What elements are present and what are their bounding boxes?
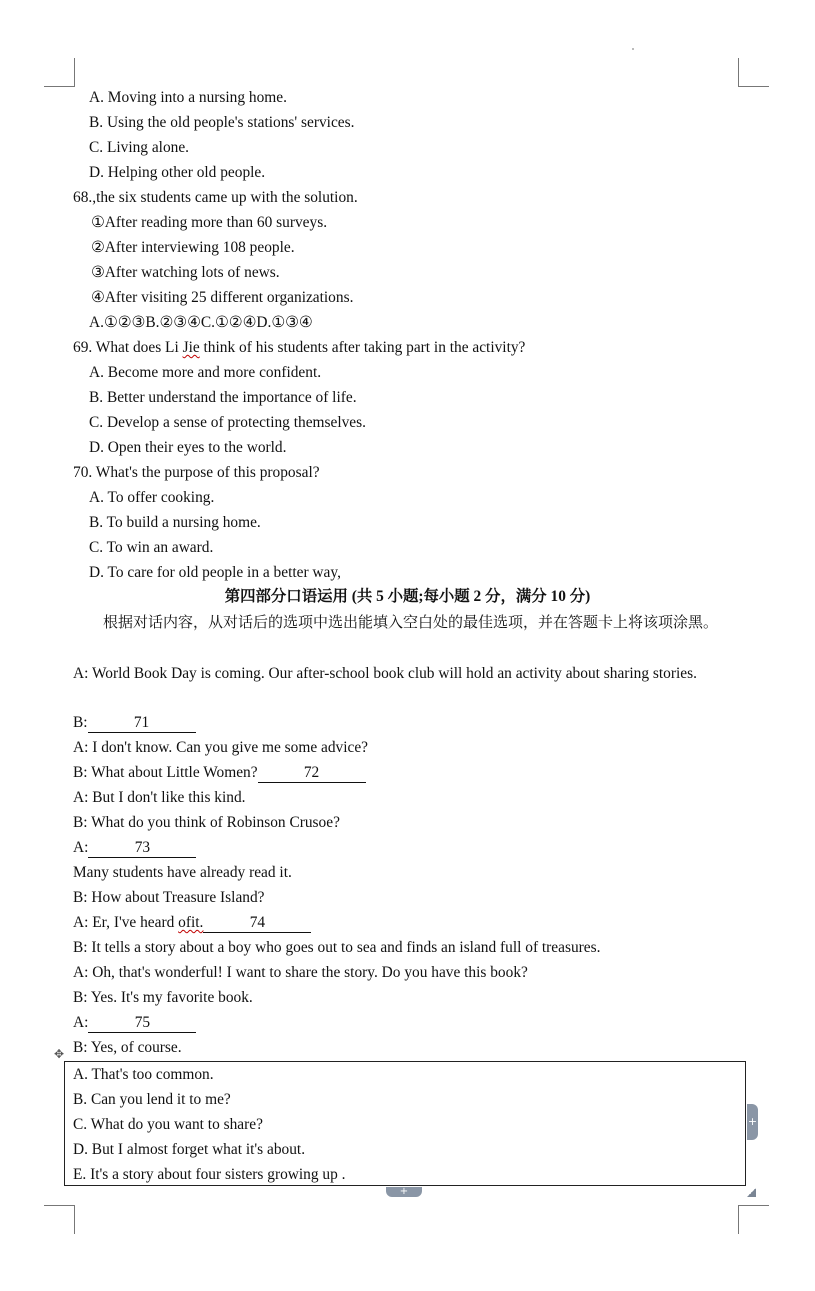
q69-option-b: B. Better understand the importance of life. — [89, 389, 357, 406]
blank-73: 73 — [88, 839, 196, 858]
dialogue-line-1: A: World Book Day is coming. Our after-school book club will hold an activity about sharing stories. — [73, 665, 697, 682]
q70-option-a: A. To offer cooking. — [89, 489, 215, 506]
answer-option-e: E. It's a story about four sisters growing up . — [73, 1166, 346, 1183]
crop-mark-bottom-right — [738, 1205, 769, 1234]
q70-option-b: B. To build a nursing home. — [89, 514, 261, 531]
q67-option-a: A. Moving into a nursing home. — [89, 89, 287, 106]
crop-mark-top-left — [44, 58, 75, 87]
q67-option-d: D. Helping other old people. — [89, 164, 266, 181]
q68-item-4: ④After visiting 25 different organizations. — [91, 289, 354, 306]
dialogue-line-8: Many students have already read it. — [73, 864, 292, 881]
blank-75: 75 — [88, 1014, 196, 1033]
dialogue-line-4-text: B: What about Little Women? — [73, 764, 258, 781]
dialogue-line-3: A: I don't know. Can you give me some advice? — [73, 739, 368, 756]
dialogue-line-10-text: A: Er, I've heard — [73, 914, 179, 931]
dialogue-line-13: B: Yes. It's my favorite book. — [73, 989, 253, 1006]
blank-74: 74 — [203, 914, 311, 933]
section4-title: 第四部分口语运用 (共 5 小题;每小题 2 分，满分 10 分) — [224, 588, 591, 605]
answer-options-box — [64, 1061, 746, 1186]
q70-stem: 70. What's the purpose of this proposal? — [73, 464, 320, 481]
answer-option-c: C. What do you want to share? — [73, 1116, 263, 1133]
dialogue-line-9: B: How about Treasure Island? — [73, 889, 265, 906]
add-row-plus-icon[interactable]: + — [386, 1187, 422, 1197]
table-resize-handle-icon[interactable] — [747, 1188, 756, 1197]
q69-stem-before: 69. What does Li — [73, 339, 183, 356]
section4-instruction: 根据对话内容，从对话后的选项中选出能填入空白处的最佳选项，并在答题卡上将该项涂黑。 — [103, 615, 719, 631]
table-move-handle-icon[interactable]: ✥ — [53, 1047, 65, 1061]
dialogue-line-14 — [73, 1013, 196, 1033]
dialogue-line-12: A: Oh, that's wonderful! I want to share the story. Do you have this book? — [73, 964, 528, 981]
q67-option-c: C. Living alone. — [89, 139, 190, 156]
dialogue-line-10 — [73, 913, 311, 933]
dialogue-line-6: B: What do you think of Robinson Crusoe? — [73, 814, 340, 831]
dialogue-line-15: B: Yes, of course. — [73, 1039, 182, 1056]
blank-72: 72 — [258, 764, 366, 783]
answer-option-b: B. Can you lend it to me? — [73, 1091, 231, 1108]
answer-option-d: D. But I almost forget what it's about. — [73, 1141, 306, 1158]
q69-stem — [73, 338, 525, 358]
q68-item-2: ②After interviewing 108 people. — [91, 239, 295, 256]
speaker-label: A: — [73, 1014, 89, 1031]
speaker-label: A: — [73, 839, 89, 856]
q70-option-d: D. To care for old people in a better way, — [89, 564, 341, 581]
q69-stem-after: think of his students after taking part in the activity? — [199, 339, 526, 356]
add-column-plus-icon[interactable]: + — [747, 1104, 758, 1140]
dialogue-line-5: A: But I don't like this kind. — [73, 789, 246, 806]
q69-option-d: D. Open their eyes to the world. — [89, 439, 287, 456]
dialogue-line-11: B: It tells a story about a boy who goes out to sea and finds an island full of treasures. — [73, 939, 601, 956]
q69-stem-name: Jie — [182, 339, 200, 356]
q70-option-c: C. To win an award. — [89, 539, 214, 556]
scan-dot — [632, 48, 634, 50]
blank-71: 71 — [88, 714, 196, 733]
dialogue-line-4 — [73, 763, 366, 783]
crop-mark-bottom-left — [44, 1205, 75, 1234]
q69-option-c: C. Develop a sense of protecting themselves. — [89, 414, 366, 431]
dialogue-line-10-word: ofit. — [178, 914, 204, 931]
q68-item-1: ①After reading more than 60 surveys. — [91, 214, 328, 231]
q68-choices: A.①②③B.②③④C.①②④D.①③④ — [89, 314, 313, 331]
crop-mark-top-right — [738, 58, 769, 87]
q67-option-b: B. Using the old people's stations' services. — [89, 114, 355, 131]
q68-stem: 68.,the six students came up with the solution. — [73, 189, 358, 206]
dialogue-line-2 — [73, 713, 196, 733]
q69-option-a: A. Become more and more confident. — [89, 364, 322, 381]
speaker-label: B: — [73, 714, 88, 731]
q68-item-3: ③After watching lots of news. — [91, 264, 280, 281]
dialogue-line-7 — [73, 838, 196, 858]
answer-option-a: A. That's too common. — [73, 1066, 214, 1083]
